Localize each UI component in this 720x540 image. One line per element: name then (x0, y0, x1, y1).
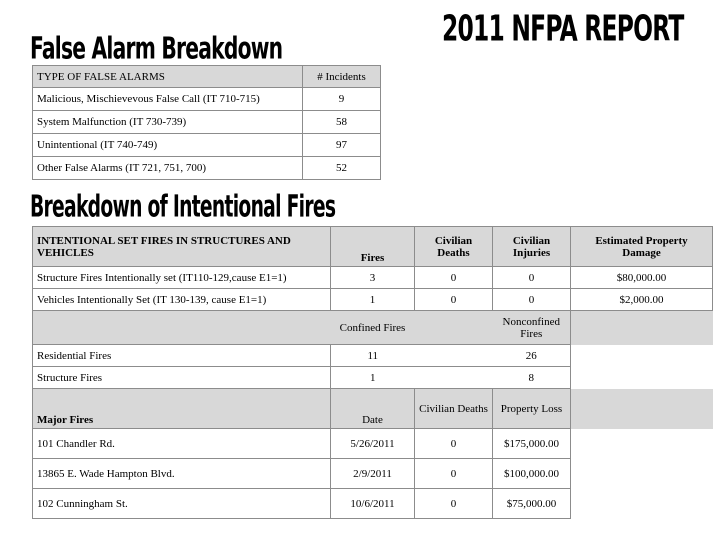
table-row (33, 157, 381, 180)
false-alarm-type: Malicious, Mischievevous False Call (IT 710-715) (33, 88, 303, 111)
table-row (33, 134, 381, 157)
major-fire-address: 102 Cunningham St. (33, 489, 331, 519)
false-alarm-incidents: 97 (303, 134, 381, 157)
major-fires-header-row (33, 389, 713, 429)
table-row (33, 429, 713, 459)
deaths-value: 0 (415, 267, 493, 289)
intentional-row-label: Structure Fires Intentionally set (IT110-129,cause E1=1) (33, 267, 331, 289)
major-fire-deaths: 0 (415, 459, 493, 489)
intentional-fires-table (32, 226, 713, 519)
major-deaths-header: Civilian Deaths (415, 389, 493, 429)
intentional-fires-heading: Breakdown of Intentional Fires (30, 190, 336, 225)
confined-value: 11 (331, 345, 415, 367)
property-loss-header: Property Loss (493, 389, 571, 429)
false-alarm-incidents-header: # Incidents (303, 66, 381, 88)
false-alarm-header-row (33, 66, 381, 88)
table-row (33, 88, 381, 111)
damage-value: $80,000.00 (571, 267, 713, 289)
table-row (33, 489, 713, 519)
confined-row-spacer (415, 345, 493, 367)
major-fire-loss: $175,000.00 (493, 429, 571, 459)
major-fire-address: 13865 E. Wade Hampton Blvd. (33, 459, 331, 489)
major-fire-date: 10/6/2011 (331, 489, 415, 519)
table-row (33, 367, 713, 389)
table-row (33, 345, 713, 367)
nonconfined-value: 26 (493, 345, 571, 367)
major-fire-address: 101 Chandler Rd. (33, 429, 331, 459)
table-row (33, 289, 713, 311)
fires-value: 3 (331, 267, 415, 289)
major-fire-deaths: 0 (415, 429, 493, 459)
confined-row-label: Residential Fires (33, 345, 331, 367)
intentional-row-label: Vehicles Intentionally Set (IT 130-139, cause E1=1) (33, 289, 331, 311)
false-alarm-type: Unintentional (IT 740-749) (33, 134, 303, 157)
false-alarm-incidents: 58 (303, 111, 381, 134)
false-alarm-incidents: 9 (303, 88, 381, 111)
civilian-injuries-header: Civilian Injuries (493, 227, 571, 267)
empty-cell (571, 389, 713, 429)
empty-cell (571, 489, 713, 519)
confined-header-blank (33, 311, 331, 345)
major-fire-loss: $75,000.00 (493, 489, 571, 519)
nonconfined-fires-header: Nonconfined Fires (493, 311, 571, 345)
intentional-label-header: INTENTIONAL SET FIRES IN STRUCTURES AND VEHICLES (33, 227, 331, 267)
damage-value: $2,000.00 (571, 289, 713, 311)
false-alarm-type: System Malfunction (IT 730-739) (33, 111, 303, 134)
confined-header-row (33, 311, 713, 345)
false-alarm-incidents: 52 (303, 157, 381, 180)
deaths-value: 0 (415, 289, 493, 311)
major-fire-date: 2/9/2011 (331, 459, 415, 489)
civilian-deaths-header: Civilian Deaths (415, 227, 493, 267)
false-alarm-type-header: TYPE OF FALSE ALARMS (33, 66, 303, 88)
confined-fires-header: Confined Fires (331, 311, 415, 345)
empty-cell (571, 429, 713, 459)
empty-cell (571, 367, 713, 389)
major-fire-date: 5/26/2011 (331, 429, 415, 459)
injuries-value: 0 (493, 267, 571, 289)
nonconfined-value: 8 (493, 367, 571, 389)
fires-header: Fires (331, 227, 415, 267)
major-fire-deaths: 0 (415, 489, 493, 519)
empty-cell (571, 345, 713, 367)
confined-row-label: Structure Fires (33, 367, 331, 389)
injuries-value: 0 (493, 289, 571, 311)
table-row (33, 111, 381, 134)
false-alarm-table (32, 65, 381, 180)
empty-cell (571, 311, 713, 345)
major-fire-loss: $100,000.00 (493, 459, 571, 489)
report-title: 2011 NFPA REPORT (442, 8, 684, 50)
table-row (33, 459, 713, 489)
false-alarm-heading: False Alarm Breakdown (30, 32, 283, 67)
property-damage-header: Estimated Property Damage (571, 227, 713, 267)
major-fires-header: Major Fires (33, 389, 331, 429)
fires-value: 1 (331, 289, 415, 311)
intentional-header-row (33, 227, 713, 267)
date-header: Date (331, 389, 415, 429)
confined-value: 1 (331, 367, 415, 389)
confined-row-spacer (415, 367, 493, 389)
empty-cell (571, 459, 713, 489)
false-alarm-type: Other False Alarms (IT 721, 751, 700) (33, 157, 303, 180)
confined-header-spacer (415, 311, 493, 345)
table-row (33, 267, 713, 289)
